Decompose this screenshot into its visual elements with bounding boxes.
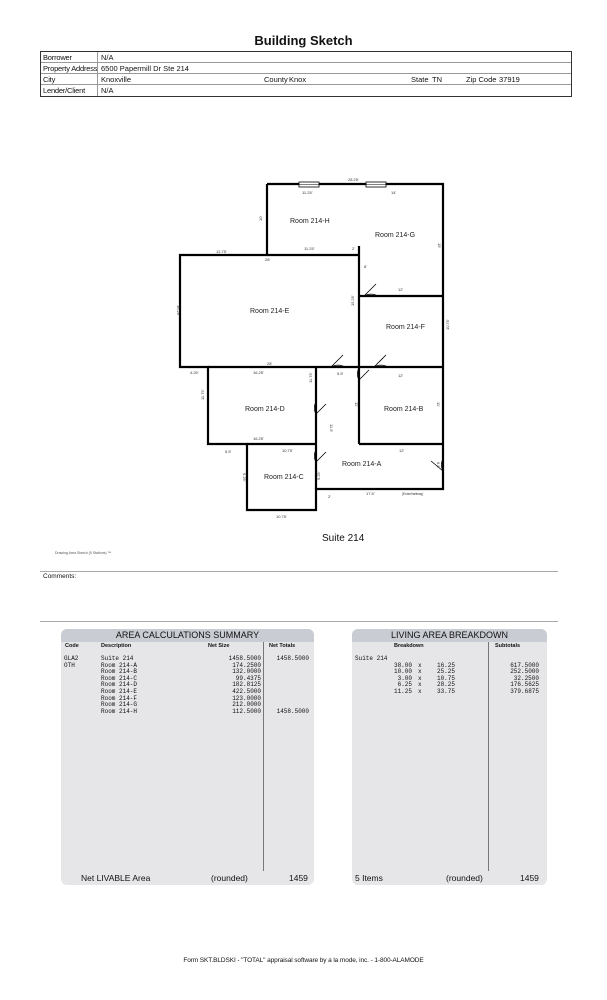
area-net-size-cell: 212.0000 xyxy=(232,701,261,709)
dimension-label: 12' xyxy=(398,287,404,292)
dimension-label: 6.5' xyxy=(436,462,441,469)
dimension-label: 11' xyxy=(354,402,359,407)
dimension-label: 11.25' xyxy=(302,190,313,195)
dimension-label: 11.25' xyxy=(304,246,315,251)
dimension-label: 11.75' xyxy=(308,372,313,383)
page-title: Building Sketch xyxy=(254,33,353,48)
breakdown-subtotal: 176.5625 xyxy=(510,681,539,689)
dimension-label: 4.25' xyxy=(190,370,199,375)
room-label: Room 214-A xyxy=(342,461,382,468)
area-net-size-cell: 422.5000 xyxy=(232,688,261,695)
comments-label: Comments: xyxy=(43,573,77,580)
dimension-label: 9.25' xyxy=(316,471,321,480)
dimension-label: 19' xyxy=(437,243,442,249)
area-description-cell: Room 214-D xyxy=(101,681,138,689)
rounded-label: (rounded) xyxy=(211,873,248,883)
net-livable-label: Net LIVABLE Area xyxy=(81,873,151,883)
city-label: City xyxy=(43,75,56,84)
dimension-label: 9.25' xyxy=(242,473,247,482)
sketch-note: Drawing Area Sketch (5 Stations) ™ xyxy=(55,551,112,555)
col-header-subtotals: Subtotals xyxy=(495,643,521,649)
column-divider xyxy=(263,642,264,871)
room-label: Room 214-B xyxy=(384,406,424,413)
net-livable-value: 1459 xyxy=(289,873,308,883)
room-label: Room 214-C xyxy=(264,474,304,481)
dimension-label: 11' xyxy=(436,402,441,407)
area-net-size-cell: 132.0000 xyxy=(232,668,261,676)
dimension-label: 10.75' xyxy=(276,514,287,519)
dimension-label: 10.75' xyxy=(445,319,450,330)
dimension-label: 10.75' xyxy=(282,448,293,453)
living-area-title: LIVING AREA BREAKDOWN xyxy=(352,629,547,642)
dimension-label: 8' xyxy=(364,264,367,269)
col-header-code: Code xyxy=(65,643,79,649)
area-description-cell: Suite 214 xyxy=(101,655,134,662)
breakdown-subtotal: 32.2500 xyxy=(513,674,539,682)
breakdown-multiply: x xyxy=(418,681,422,689)
breakdown-factor-a: 3.00 xyxy=(397,674,412,682)
area-description-cell: Room 214-B xyxy=(101,668,138,676)
area-net-size-cell: 123.0000 xyxy=(232,694,261,702)
breakdown-factor-a: 10.00 xyxy=(393,668,412,676)
area-description-cell: Room 214-C xyxy=(101,674,138,682)
city-value: Knoxville xyxy=(101,75,132,84)
divider xyxy=(40,621,558,622)
breakdown-subtotal: 617.5000 xyxy=(510,661,539,669)
area-net-total-cell: 1458.5000 xyxy=(276,707,309,715)
living-area-panel xyxy=(352,629,547,885)
dimension-label: (Enter/hallway) xyxy=(402,492,424,496)
dimension-label: 12' xyxy=(399,448,405,453)
dimension-label: 28.25' xyxy=(348,177,359,182)
area-net-total-cell: 1458.5000 xyxy=(276,655,309,662)
dimension-label: 16.25' xyxy=(253,436,264,441)
dimension-label: 11.75' xyxy=(200,389,205,400)
breakdown-factor-a: 38.00 xyxy=(393,661,412,669)
dimension-label: 10' xyxy=(258,215,263,221)
living-area-total: 1459 xyxy=(520,873,539,883)
dimension-label: 28' xyxy=(265,257,271,262)
breakdown-multiply: x xyxy=(418,661,422,669)
address-value: 6500 Papermill Dr Ste 214 xyxy=(101,64,189,73)
items-count: 5 Items xyxy=(355,873,383,883)
area-description-cell: Room 214-G xyxy=(101,701,138,709)
county-value: Knox xyxy=(289,75,307,84)
breakdown-factor-b: 25.25 xyxy=(436,668,455,676)
dimension-label: 12.75' xyxy=(216,249,227,254)
state-label: State xyxy=(411,75,429,84)
area-net-size-cell: 174.2500 xyxy=(232,661,261,669)
area-net-size-cell: 112.5000 xyxy=(232,707,261,715)
dimension-label: 2' xyxy=(328,494,331,499)
rounded-label: (rounded) xyxy=(446,873,483,883)
col-header-net-totals: Net Totals xyxy=(269,643,296,649)
area-calculations-title: AREA CALCULATIONS SUMMARY xyxy=(61,629,314,642)
form-footer: Form SKT.BLDSKI - "TOTAL" appraisal software by a la mode, inc. - 1-800-ALAMODE xyxy=(183,957,424,964)
address-label: Property Address xyxy=(43,64,98,73)
breakdown-group: Suite 214 xyxy=(355,655,388,662)
dimension-label: 15.25' xyxy=(350,295,355,306)
area-net-size-cell: 1458.5000 xyxy=(228,655,261,662)
breakdown-subtotal: 252.5000 xyxy=(510,668,539,676)
breakdown-factor-a: 6.25 xyxy=(397,681,412,689)
state-value: TN xyxy=(432,75,442,84)
zip-value: 37919 xyxy=(499,75,520,84)
code-cell: GLA2 xyxy=(64,655,79,662)
breakdown-multiply: x xyxy=(418,688,422,695)
dimension-label: 5.5' xyxy=(225,449,232,454)
area-description-cell: Room 214-H xyxy=(101,707,138,715)
col-header-breakdown: Breakdown xyxy=(394,643,424,649)
dimension-label: 28' xyxy=(267,361,273,366)
breakdown-factor-b: 10.75 xyxy=(436,674,455,682)
dimension-label: 17.5' xyxy=(366,491,375,496)
area-description-cell: Room 214-A xyxy=(101,661,138,669)
dimension-label: 16.25' xyxy=(253,370,264,375)
room-label: Room 214-F xyxy=(386,324,425,331)
room-label: Room 214-E xyxy=(250,308,290,315)
breakdown-factor-b: 28.25 xyxy=(436,681,455,689)
borrower-label: Borrower xyxy=(43,53,72,62)
col-header-description: Description xyxy=(101,643,132,649)
sketch-caption: Suite 214 xyxy=(322,533,365,544)
breakdown-multiply: x xyxy=(418,674,422,682)
borrower-value: N/A xyxy=(101,53,114,62)
dimension-label: 2' xyxy=(352,246,355,251)
col-header-net-size: Net Size xyxy=(208,643,230,649)
breakdown-subtotal: 379.6875 xyxy=(510,688,539,695)
dimension-label: 12' xyxy=(398,373,404,378)
area-net-size-cell: 182.8125 xyxy=(232,681,261,689)
lender-value: N/A xyxy=(101,86,114,95)
area-description-cell: Room 214-F xyxy=(101,694,138,702)
lender-label: Lender/Client xyxy=(43,86,86,95)
area-net-size-cell: 99.4375 xyxy=(235,674,261,682)
breakdown-factor-b: 33.75 xyxy=(436,688,455,695)
dimension-label: 11.5' xyxy=(329,424,334,433)
area-calculations-panel xyxy=(61,629,314,885)
column-divider xyxy=(488,642,489,871)
room-label: Room 214-G xyxy=(375,232,416,239)
breakdown-multiply: x xyxy=(418,668,422,676)
room-label: Room 214-H xyxy=(290,218,330,225)
divider xyxy=(40,571,558,572)
county-label: County xyxy=(264,75,288,84)
area-description-cell: Room 214-E xyxy=(101,688,138,695)
dimension-label: 5.5' xyxy=(337,371,344,376)
code-cell: OTH xyxy=(64,661,75,669)
dimension-label: 16.25' xyxy=(176,305,181,316)
dimension-label: 14' xyxy=(391,190,397,195)
breakdown-factor-a: 11.25 xyxy=(393,688,412,695)
breakdown-factor-b: 16.25 xyxy=(436,661,455,669)
zip-label: Zip Code xyxy=(466,75,497,84)
room-label: Room 214-D xyxy=(245,406,285,413)
